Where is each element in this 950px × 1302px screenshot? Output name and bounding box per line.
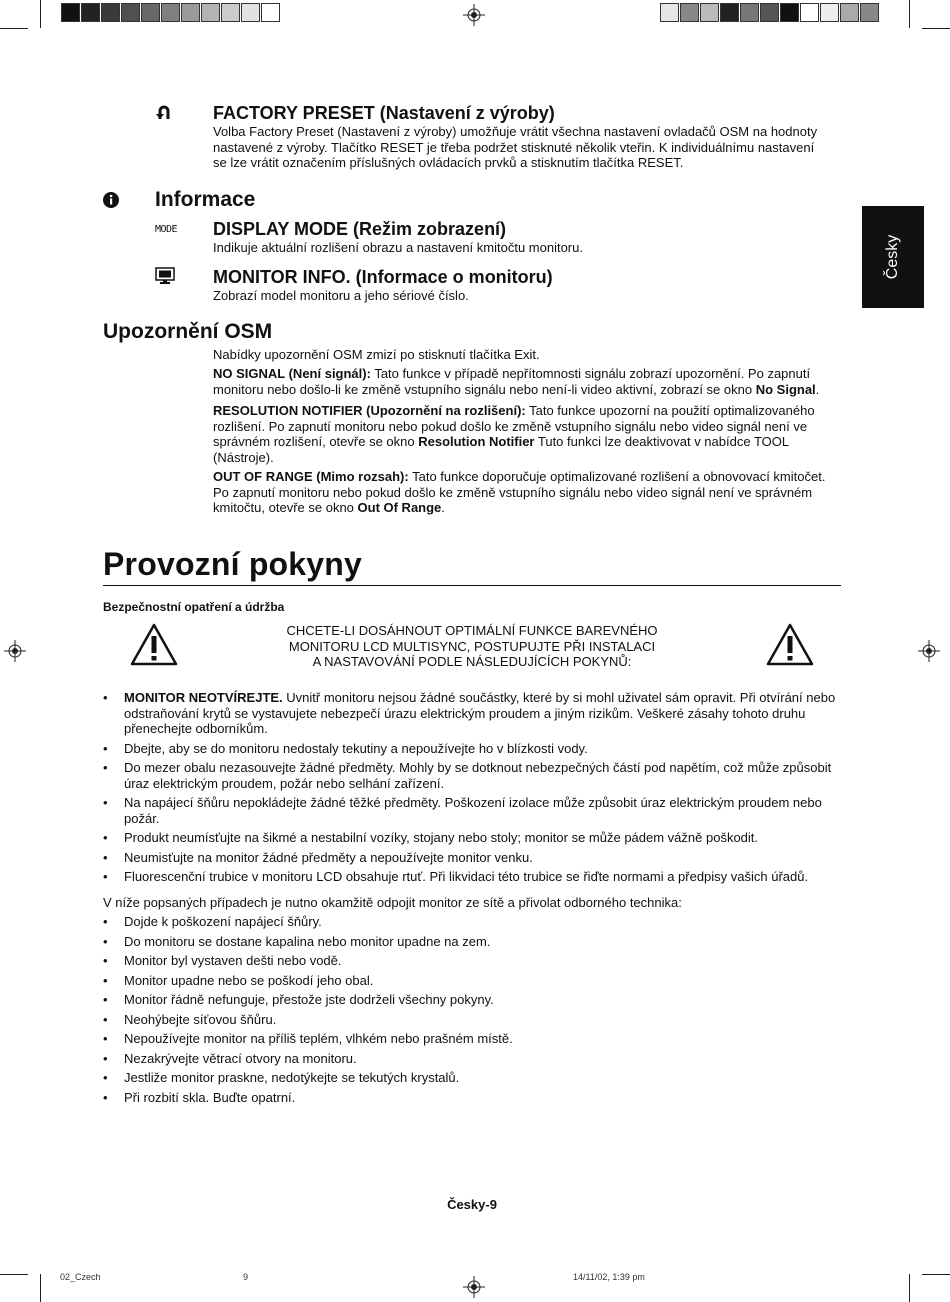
footer-date: 14/11/02, 1:39 pm — [573, 1272, 645, 1282]
osm-no-signal: NO SIGNAL (Není signál): Tato funkce v případě nepřítomnosti signálu zobrazí upozornění. Po zapnutí monitoru nebo došlo-li ke změně vstupního signálu nebo není-li video aktivní, zobrazí se okno No Signal. — [213, 366, 820, 397]
osm-intro: Nabídky upozornění OSM zmizí po stisknutí tlačítka Exit. — [213, 347, 540, 362]
list-item: • Neumisťujte na monitor žádné předměty a nepoužívejte monitor venku. — [103, 850, 839, 866]
registration-mark-top — [463, 4, 485, 26]
language-tab-label: Česky — [884, 234, 901, 280]
warning-line-1: CHCETE-LI DOSÁHNOUT OPTIMÁLNÍ FUNKCE BAREVNÉHO — [286, 623, 658, 638]
resolution-text: Tato funkce upozorní na použití optimalizovaného rozlišení. Po zapnutí monitoru nebo pokud došlo ke změně vstupního signálu nebo video signál není ve správném rozlišení, otevře se okno — [213, 403, 815, 449]
monitor-info-icon — [155, 267, 175, 285]
display-mode-heading: DISPLAY MODE (Režim zobrazení) — [213, 219, 507, 239]
list-item: • Monitor upadne nebo se poškodí jeho obal. — [103, 973, 839, 989]
no-signal-label: NO SIGNAL (Není signál): — [213, 366, 371, 381]
display-mode-body: Indikuje aktuální rozlišení obrazu a nastavení kmitočtu monitoru. — [213, 240, 583, 255]
resolution-bold: Resolution Notifier — [418, 434, 535, 449]
language-tab — [862, 206, 924, 308]
mode-icon: MODE — [155, 224, 178, 235]
disconnect-intro: V níže popsaných případech je nutno okamžitě odpojit monitor ze sítě a přivolat odborného technika: — [103, 895, 682, 910]
page-number: Česky-9 — [447, 1197, 497, 1212]
list-item: • Jestliže monitor praskne, nedotýkejte se tekutých krystalů. — [103, 1070, 839, 1086]
list-item: • Dbejte, aby se do monitoru nedostaly tekutiny a nepoužívejte ho v blízkosti vody. — [103, 741, 839, 757]
informace-heading: Informace — [155, 188, 256, 211]
factory-preset-heading: FACTORY PRESET (Nastavení z výroby) — [213, 103, 555, 123]
monitor-info-body: Zobrazí model monitoru a jeho sériové číslo. — [213, 288, 469, 303]
out-of-range-text: Tato funkce doporučuje optimalizované rozlišení a obnovovací kmitočet. Po zapnutí monitoru nebo pokud došlo ke změně vstupního signálu nebo video signál není ve správném kmitočtu, otevře se okno — [213, 469, 826, 515]
list-item: • Nepoužívejte monitor na příliš teplém, vlhkém nebo prašném místě. — [103, 1031, 839, 1047]
list-item: • Dojde k poškození napájecí šňůry. — [103, 914, 839, 930]
list-item: • Při rozbití skla. Buďte opatrní. — [103, 1090, 839, 1106]
out-of-range-label: OUT OF RANGE (Mimo rozsah): — [213, 469, 409, 484]
list-item: • Fluorescenční trubice v monitoru LCD obsahuje rtuť. Při likvidaci této trubice se řiďte normami a předpisy vašich úřadů. — [103, 869, 839, 885]
warning-triangle-icon-left — [130, 622, 178, 666]
list-item: • Na napájecí šňůru nepokládejte žádné těžké předměty. Poškození izolace může způsobit úraz elektrickým proudem nebo požár. — [103, 795, 839, 826]
section-title: Provozní pokyny — [103, 546, 363, 582]
resolution-tail: Tuto funkci lze deaktivovat v nabídce TOOL (Nástroje). — [213, 434, 789, 465]
resolution-label: RESOLUTION NOTIFIER (Upozornění na rozlišení): — [213, 403, 526, 418]
list-item: • Neohýbejte síťovou šňůru. — [103, 1012, 839, 1028]
warning-text — [200, 623, 744, 670]
safety-list — [103, 690, 839, 885]
info-icon — [103, 192, 119, 208]
osm-heading: Upozornění OSM — [103, 320, 273, 343]
list-item-bold: MONITOR NEOTVÍREJTE. — [124, 690, 283, 705]
disconnect-list — [103, 914, 839, 1105]
factory-preset-body: Volba Factory Preset (Nastavení z výroby) umožňuje vrátit všechna nastavení ovladačů OSM na hodnoty nastavené z výroby. Tlačítko RESET je třeba podržet stisknuté několik vteřin. K individuálnímu nastavení se lze vrátit označením příslušných ovládacích prvků a stisknutím tlačítka RESET. — [213, 124, 818, 170]
title-divider — [103, 585, 841, 586]
registration-mark-right — [918, 640, 940, 662]
out-of-range-bold: Out Of Range — [357, 500, 442, 515]
osm-resolution — [213, 403, 833, 465]
list-item: • Monitor řádně nefunguje, přestože jste dodrželi všechny pokyny. — [103, 992, 839, 1008]
reset-arrow-icon — [156, 105, 174, 120]
list-item — [103, 690, 839, 737]
no-signal-bold: No Signal — [755, 381, 816, 397]
registration-mark-left — [4, 640, 26, 662]
safety-subheading: Bezpečnostní opatření a údržba — [103, 600, 285, 614]
list-item: • Nezakrývejte větrací otvory na monitoru. — [103, 1051, 839, 1067]
monitor-info-heading: MONITOR INFO. (Informace o monitoru) — [213, 267, 553, 287]
osm-out-of-range: OUT OF RANGE (Mimo rozsah): Tato funkce doporučuje optimalizované rozlišení a obnovovací kmitočet. Po zapnutí monitoru nebo pokud došlo ke změně vstupního signálu nebo video signál není ve správném kmitočtu, otevře se okno Out Of Range. — [213, 469, 826, 515]
no-signal-text: Tato funkce v případě nepřítomnosti signálu zobrazí upozornění. Po zapnutí monitoru nebo došlo-li ke změně vstupního signálu nebo není-li video aktivní, zobrazí se okno — [213, 366, 811, 397]
list-item-text: Uvnitř monitoru nejsou žádné součástky, které by si mohl uživatel sám opravit. Při otvírání nebo odstraňování krytů se vystavujete nebezpečí úrazu elektrickým proudem a jiným rizikům. Veškeré zásahy tohoto druhu přenechejte odborníkům. — [124, 690, 836, 736]
footer-page: 9 — [243, 1272, 249, 1282]
warning-line-3: A NASTAVOVÁNÍ PODLE NÁSLEDUJÍCÍCH POKYNŮ: — [312, 654, 632, 669]
list-item: • Do monitoru se dostane kapalina nebo monitor upadne na zem. — [103, 934, 839, 950]
list-item: • Do mezer obalu nezasouvejte žádné předměty. Mohly by se dotknout nebezpečných částí pod napětím, což může způsobit úraz elektrickým proudem, požár nebo selhání zařízení. — [103, 760, 839, 791]
list-item: • Monitor byl vystaven dešti nebo vodě. — [103, 953, 839, 969]
warning-line-2: MONITORU LCD MULTISYNC, POSTUPUJTE PŘI INSTALACI — [288, 638, 656, 654]
warning-triangle-icon-right — [766, 622, 814, 666]
footer-file: 02_Czech — [60, 1272, 101, 1282]
registration-mark-bottom — [463, 1276, 485, 1298]
list-item: • Produkt neumísťujte na šikmé a nestabilní vozíky, stojany nebo stoly; monitor se může pádem vážně poškodit. — [103, 830, 839, 846]
